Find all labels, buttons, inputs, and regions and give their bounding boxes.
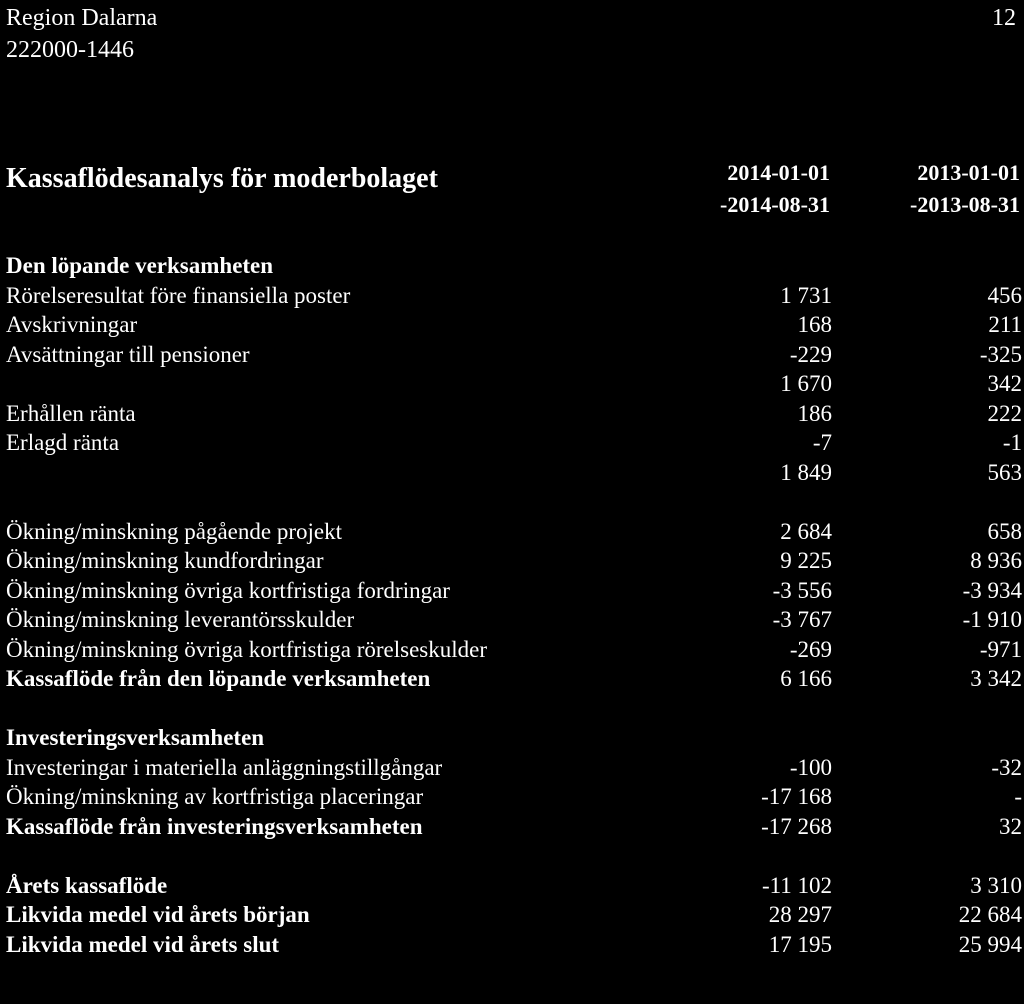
value-2013: -: [1014, 784, 1022, 809]
row-label: Rörelseresultat före finansiella poster: [6, 282, 351, 308]
table-row: [6, 546, 1022, 576]
value-2013: 563: [987, 459, 1022, 485]
table-row-heading: [6, 900, 1022, 930]
value-2014: -229: [789, 341, 832, 367]
value-2014: -3 556: [772, 577, 832, 603]
value-2014: 9 225: [780, 548, 832, 573]
table-row: [6, 428, 1022, 458]
table-row: [6, 369, 1022, 399]
table-row: [6, 605, 1022, 635]
table-row: [6, 458, 1022, 488]
value-2014: -17 268: [761, 813, 832, 839]
value-2013: 342: [987, 371, 1022, 396]
table-row: [6, 753, 1022, 783]
table-row: [6, 399, 1022, 429]
table-row-heading: [6, 251, 1022, 281]
row-label: Kassaflöde från investeringsverksamheten: [6, 813, 423, 839]
period-start: 2013-01-01: [917, 160, 1020, 185]
value-2013: 25 994: [958, 931, 1022, 957]
row-label: Investeringsverksamheten: [6, 725, 265, 750]
value-2014: 17 195: [768, 931, 832, 957]
row-label: Ökning/minskning pågående projekt: [6, 518, 342, 544]
value-2014: 28 297: [768, 902, 832, 927]
value-2014: 168: [797, 312, 832, 337]
organization-block: [6, 2, 157, 66]
spacer-row: [6, 487, 1022, 517]
row-label: Ökning/minskning av kortfristiga placeringar: [6, 784, 424, 809]
row-label: Ökning/minskning kundfordringar: [6, 548, 324, 573]
value-2013: 3 310: [970, 872, 1022, 898]
value-2014: 6 166: [780, 666, 832, 691]
row-label: Likvida medel vid årets början: [6, 902, 310, 927]
spacer-row: [6, 694, 1022, 724]
value-2014: -100: [789, 754, 832, 780]
value-2014: -17 168: [761, 784, 832, 809]
value-2013: -971: [979, 636, 1022, 662]
value-2013: -1: [1002, 430, 1022, 455]
row-label: Avskrivningar: [6, 312, 138, 337]
row-label: Ökning/minskning övriga kortfristiga fordringar: [6, 577, 450, 603]
table-row: [6, 517, 1022, 547]
period-column-header-2014: [720, 157, 830, 221]
row-label: Erhållen ränta: [6, 400, 136, 426]
table-row-heading: [6, 930, 1022, 960]
value-2014: -11 102: [761, 872, 832, 898]
value-2013: -1 910: [962, 607, 1022, 632]
value-2014: -7: [812, 430, 832, 455]
period-column-header-2013: [910, 157, 1020, 221]
value-2013: 3 342: [970, 666, 1022, 691]
row-label: Investeringar i materiella anläggningstillgångar: [6, 754, 443, 780]
value-2013: 658: [987, 518, 1022, 544]
page-number: 12: [992, 5, 1016, 31]
table-row: [6, 281, 1022, 311]
spacer-row: [6, 841, 1022, 871]
value-2013: 8 936: [970, 548, 1022, 573]
value-2013: -3 934: [962, 577, 1022, 603]
value-2013: -325: [979, 341, 1022, 367]
value-2014: 1 731: [780, 282, 832, 308]
report-title: Kassaflödesanalys för moderbolaget: [6, 163, 438, 194]
table-row: [6, 782, 1022, 812]
value-2013: 211: [988, 312, 1022, 337]
value-2013: 32: [999, 813, 1022, 839]
period-end: -2013-08-31: [910, 192, 1020, 217]
value-2013: 22 684: [958, 902, 1022, 927]
table-row: [6, 635, 1022, 665]
row-label: Kassaflöde från den löpande verksamheten: [6, 666, 431, 691]
row-label: Avsättningar till pensioner: [6, 341, 250, 367]
value-2014: -269: [789, 636, 832, 662]
table-row-heading: [6, 723, 1022, 753]
table-row-heading: [6, 871, 1022, 901]
organization-name: Region Dalarna: [6, 5, 158, 31]
row-label: Erlagd ränta: [6, 430, 120, 455]
row-label: Likvida medel vid årets slut: [6, 931, 280, 957]
table-row-heading: [6, 664, 1022, 694]
row-label: Den löpande verksamheten: [6, 253, 274, 278]
period-end: -2014-08-31: [720, 192, 830, 217]
value-2014: -3 767: [772, 607, 832, 632]
table-row: [6, 576, 1022, 606]
row-label: Ökning/minskning leverantörsskulder: [6, 607, 355, 632]
value-2013: -32: [991, 754, 1022, 780]
value-2013: 222: [987, 400, 1022, 426]
value-2013: 456: [987, 282, 1022, 308]
row-label: Ökning/minskning övriga kortfristiga rörelseskulder: [6, 636, 488, 662]
table-row: [6, 340, 1022, 370]
organization-number: 222000-1446: [6, 37, 134, 63]
value-2014: 1 849: [780, 459, 832, 485]
table-row: [6, 310, 1022, 340]
value-2014: 2 684: [780, 518, 832, 544]
row-label: Årets kassaflöde: [6, 872, 168, 898]
value-2014: 186: [797, 400, 832, 426]
cash-flow-table: [6, 251, 1022, 959]
table-row-heading: [6, 812, 1022, 842]
period-start: 2014-01-01: [727, 160, 830, 185]
value-2014: 1 670: [780, 371, 832, 396]
